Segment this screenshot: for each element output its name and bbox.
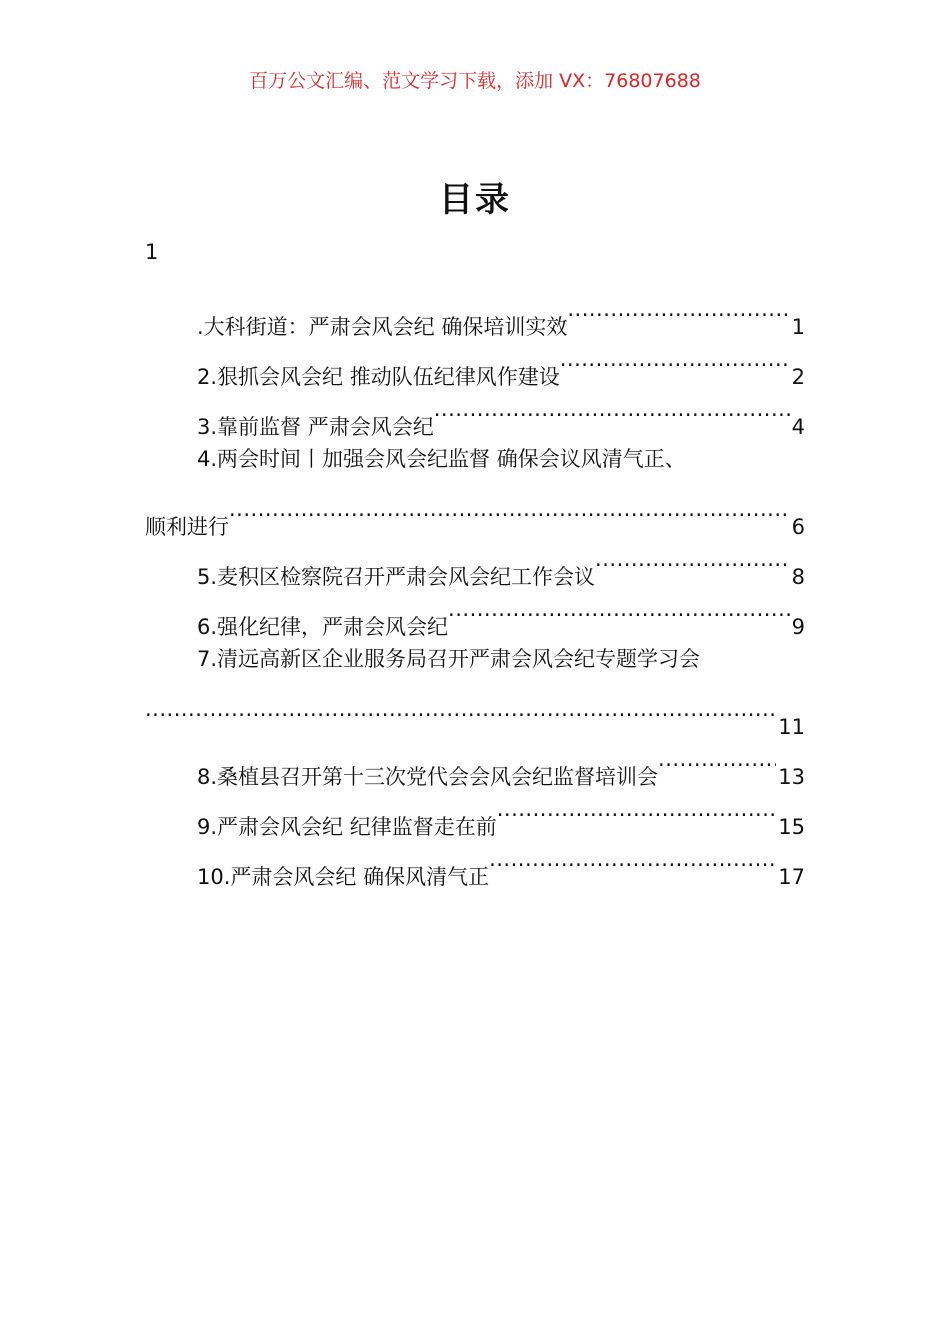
toc-entry-text: 2.狠抓会风会纪 推动队伍纪律风作建设 (197, 365, 560, 389)
toc-leader-dots (434, 384, 790, 434)
toc-page-number: 2 (791, 365, 805, 389)
header-watermark-note: 百万公文汇编、范文学习下载，添加 VX：76807688 (249, 70, 701, 92)
toc-leader-dots (595, 534, 790, 584)
toc-entry-1[interactable] (145, 284, 805, 339)
toc-entry-text: 4.两会时间丨加强会风会纪监督 确保会议风清气正、 (197, 447, 686, 471)
toc-line (145, 534, 805, 589)
toc-leader-dots (489, 834, 776, 884)
toc-entry-text: 7.清远高新区企业服务局召开严肃会风会纪专题学习会 (197, 647, 701, 671)
toc-page-number: 15 (778, 815, 805, 839)
toc-title: 目录 (439, 180, 511, 220)
toc-entry-5[interactable] (145, 534, 805, 589)
toc-line (145, 634, 805, 684)
toc-entry-text: 6.强化纪律，严肃会风会纪 (197, 615, 449, 639)
toc-entry-text: .大科街道：严肃会风会纪 确保培训实效 (197, 315, 568, 339)
toc-page-number: 9 (791, 615, 805, 639)
toc-list (145, 284, 805, 889)
toc-line-continued (145, 484, 805, 539)
toc-leader-dots (145, 684, 776, 734)
toc-entry-text: 3.靠前监督 严肃会风会纪 (197, 415, 434, 439)
toc-page-number: 4 (791, 415, 805, 439)
toc-page-number: 6 (791, 515, 805, 539)
toc-entry-8[interactable] (145, 734, 805, 789)
toc-leader-dots (658, 734, 776, 784)
toc-page-number: 1 (791, 315, 805, 339)
toc-entry-text: 9.严肃会风会纪 纪律监督走在前 (197, 815, 497, 839)
toc-leader-dots (497, 784, 777, 834)
toc-page-number: 8 (791, 565, 805, 589)
toc-entry-text: 8.桑植县召开第十三次党代会会风会纪监督培训会 (197, 765, 659, 789)
toc-line (145, 734, 805, 789)
lead-number: 1 (145, 240, 159, 264)
toc-line (145, 284, 805, 339)
toc-page-number: 11 (778, 715, 805, 739)
toc-entry-text: 5.麦积区检察院召开严肃会风会纪工作会议 (197, 565, 596, 589)
toc-page-number: 13 (778, 765, 805, 789)
toc-leader-dots (448, 584, 790, 634)
toc-line-continued (145, 684, 805, 739)
toc-entry-text: 10.严肃会风会纪 确保风清气正 (197, 865, 490, 889)
toc-entry-4[interactable] (145, 434, 805, 539)
toc-entry-7[interactable] (145, 634, 805, 739)
toc-entry-text-continued: 顺利进行 (145, 515, 229, 539)
toc-leader-dots (567, 284, 789, 334)
toc-leader-dots (560, 334, 790, 384)
toc-page-number: 17 (778, 865, 805, 889)
toc-line (145, 434, 805, 484)
toc-leader-dots (229, 484, 790, 534)
